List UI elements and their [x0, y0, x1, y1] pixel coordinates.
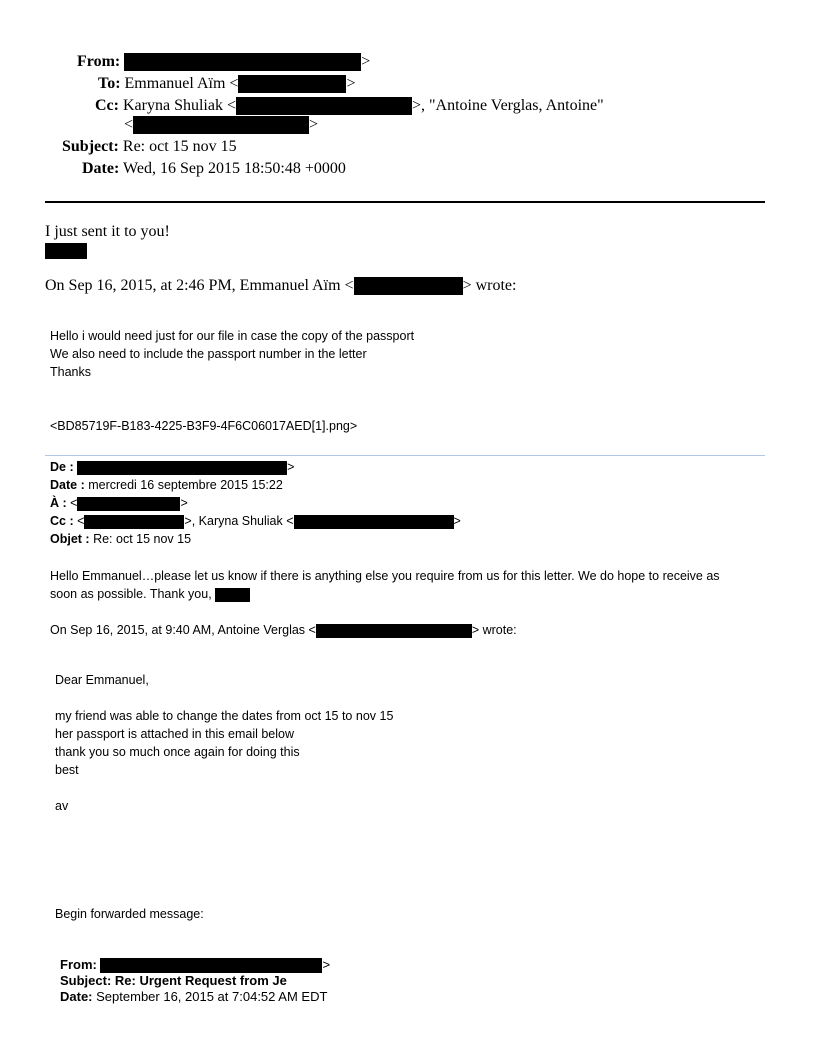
redaction-block: [133, 116, 309, 134]
a-label: À :: [50, 496, 67, 510]
angle-close: >: [453, 514, 461, 528]
cc-label: Cc:: [95, 97, 119, 114]
subject-value: Re: oct 15 nov 15: [122, 138, 237, 155]
fr-cc-mid: >, Karyna Shuliak <: [184, 514, 294, 528]
reply-text: I just sent it to you!: [45, 223, 170, 240]
fr-date-value: mercredi 16 septembre 2015 15:22: [88, 478, 283, 492]
quote-intro-1: [45, 277, 516, 295]
de-label: De :: [50, 460, 74, 474]
fr-date-label: Date :: [50, 478, 85, 492]
fr-a-row: [50, 496, 188, 511]
header-cc-row: [95, 97, 604, 115]
redaction-block: [77, 461, 287, 475]
date-value: Wed, 16 Sep 2015 18:50:48 +0000: [123, 160, 346, 177]
redaction-block: [215, 588, 250, 602]
angle-close: >: [287, 460, 295, 474]
msg1-line-2: We also need to include the passport number in the letter: [50, 347, 367, 361]
redaction-block: [84, 515, 184, 529]
redaction-block: [100, 958, 322, 973]
to-name: Emmanuel Aïm <: [124, 75, 239, 92]
msg2-line-2: [50, 587, 250, 602]
objet-label: Objet :: [50, 532, 90, 546]
redaction-block: [45, 242, 87, 260]
from-label: From:: [77, 53, 121, 70]
quote-divider: [45, 455, 765, 456]
quote-intro-2-text: On Sep 16, 2015, at 9:40 AM, Antoine Verglas <: [50, 623, 316, 637]
fwd-from-label: From:: [60, 957, 97, 972]
quote-intro-2-wrote: > wrote:: [471, 623, 517, 637]
msg3-greeting: Dear Emmanuel,: [55, 673, 149, 687]
msg3-line-1: my friend was able to change the dates from oct 15 to nov 15: [55, 709, 394, 723]
cc-name: Karyna Shuliak <: [122, 97, 236, 114]
angle-open: <: [77, 514, 85, 528]
quote-intro-text: On Sep 16, 2015, at 2:46 PM, Emmanuel Aïm <: [45, 277, 354, 294]
fwd-subject-value: Re: Urgent Request from Je: [114, 973, 287, 988]
quote-intro-2: [50, 623, 517, 638]
msg2-line-2-text: soon as possible. Thank you,: [50, 587, 212, 601]
fr-cc-row: [50, 514, 461, 529]
angle-close: >: [180, 496, 188, 510]
header-subject-row: [62, 138, 237, 156]
fr-de-row: [50, 460, 294, 475]
angle-close: >: [361, 53, 371, 70]
fwd-subject-row: [60, 973, 287, 988]
msg2-line-1: Hello Emmanuel…please let us know if there is anything else you require from us for this letter. We do hope to receive as: [50, 569, 720, 583]
fwd-date-label: Date:: [60, 989, 93, 1004]
subject-label: Subject:: [62, 138, 119, 155]
header-date-row: [82, 160, 346, 178]
msg3-line-3: thank you so much once again for doing this: [55, 745, 300, 759]
angle-close: >: [322, 957, 331, 972]
msg3-signoff: av: [55, 799, 69, 813]
redaction-block: [354, 277, 463, 295]
header-to-row: [98, 75, 355, 93]
msg1-line-1: Hello i would need just for our file in case the copy of the passport: [50, 329, 415, 343]
redaction-block: [238, 75, 346, 93]
attachment-name: <BD85719F-B183-4225-B3F9-4F6C06017AED[1].png>: [50, 419, 358, 433]
header-cc-continuation: [124, 116, 318, 134]
forwarded-label: Begin forwarded message:: [55, 907, 204, 921]
angle-close: >: [346, 75, 356, 92]
to-label: To:: [98, 75, 121, 92]
redaction-block: [124, 53, 361, 71]
fr-objet-row: [50, 532, 191, 546]
redaction-block: [236, 97, 412, 115]
msg1-line-3: Thanks: [50, 365, 91, 379]
fwd-date-value: September 16, 2015 at 7:04:52 AM EDT: [96, 989, 328, 1004]
redaction-block: [294, 515, 454, 529]
header-from-row: [77, 53, 370, 71]
angle-open: <: [70, 496, 78, 510]
msg3-line-2: her passport is attached in this email below: [55, 727, 295, 741]
angle-close: >: [309, 116, 319, 133]
redaction-block: [316, 624, 472, 638]
cc-extra: >, "Antoine Verglas, Antoine": [411, 97, 604, 114]
redaction-block: [77, 497, 180, 511]
fwd-from-row: [60, 957, 330, 973]
fwd-subject-label: Subject:: [60, 973, 112, 988]
header-divider: [45, 201, 765, 203]
fr-cc-label: Cc :: [50, 514, 74, 528]
quote-intro-wrote: > wrote:: [462, 277, 517, 294]
date-label: Date:: [82, 160, 120, 177]
fr-date-row: [50, 478, 283, 492]
angle-open: <: [124, 116, 134, 133]
objet-value: Re: oct 15 nov 15: [93, 532, 192, 546]
msg3-line-4: best: [55, 763, 79, 777]
fwd-date-row: [60, 989, 327, 1004]
